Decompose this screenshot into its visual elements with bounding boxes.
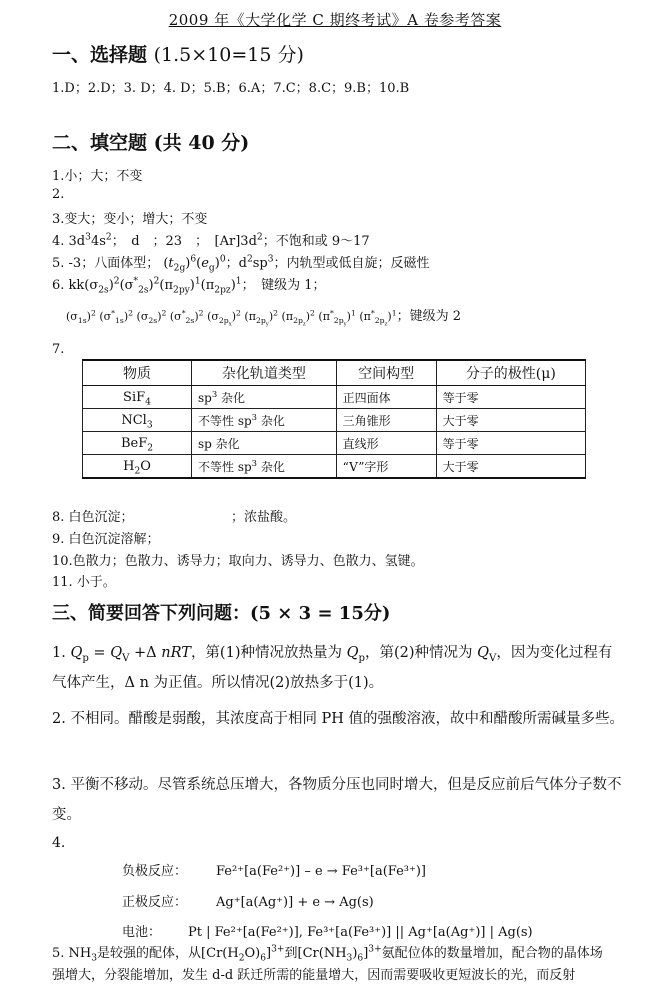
short-answer-2: 2. 不相同。醋酸是弱酸，其浓度高于相同 PH 值的强酸溶液，故中和醋酸所需碱量多些。 (52, 711, 625, 727)
line5-config: $(t_{2g})^6(e_g)^0$ (163, 254, 226, 274)
line5-part-d: ；内轨型或低自旋；反磁性 (273, 256, 430, 271)
hybrid-cell: sp 杂化 (192, 432, 337, 455)
header-polarity: 分子的极性(μ) (436, 360, 585, 386)
molecule-cell: NCl$_3$ (83, 409, 192, 432)
q1-part-c: ，因为变化过程有 (496, 645, 613, 661)
answer-line-2: 2. (52, 187, 65, 202)
polarity-cell: 等于零 (436, 386, 585, 409)
answer-line-10: 10.色散力；色散力、诱导力；取向力、诱导力、色散力、氢键。 (52, 554, 424, 569)
molecule-cell: SiF$_4$ (83, 386, 192, 409)
mo-config: $(\sigma_{1s})^2$ $(\sigma^*_{1s})^2$ $(\sigma_{2s})^2$ $(\sigma^*_{2s})^2$ $(\sigma_{2p_x})^2$ $(\pi_{2p_y})^2$ $(\pi_{2p_z})^2$ $(\pi^*_{2p_y})^1$ $(\pi^*_{2p_z})^1$ (66, 308, 397, 328)
hybrid-cell: 不等性 $sp^3$ 杂化 (192, 409, 337, 432)
geometry-cell: 直线形 (336, 432, 436, 455)
negative-label: 负极反应： (122, 864, 188, 879)
short-answer-5: 5. $NH_3$是较强的配体，从$[Cr(H_2O)_6]^{3+}$到$[Cr(NH_3)_6]^{3+}$氨配位体的数量增加，配合物的晶体场 (52, 944, 603, 964)
line4-part-d: ；不饱和或 9～17 (262, 234, 370, 249)
positive-electrode-reaction (122, 891, 374, 910)
cell-notation (122, 921, 533, 940)
section-1-title: 一、选择题 (52, 44, 148, 66)
hybridization-table (82, 359, 586, 479)
answer-line-11: 11. 小于。 (52, 575, 116, 590)
section-1-heading (52, 40, 304, 67)
answer-line-4: 4. $3d^34s^2$； d ；23 ； $[Ar]3d^2$；不饱和或 9～17 (52, 232, 370, 249)
answer-line-8: 8. 白色沉淀； ；浓盐酸。 (52, 510, 297, 525)
line5-part-a: 5. -3；八面体型； (52, 256, 160, 271)
hybrid-cell: 不等性 $sp^3$ 杂化 (192, 455, 337, 479)
molecule-cell: BeF$_2$ (83, 432, 192, 455)
answer-line-6b (66, 305, 461, 328)
header-hybrid-type: 杂化轨道类型 (192, 360, 337, 386)
geometry-cell: “V”字形 (336, 455, 436, 479)
answer-line-3: 3.变大；变小；增大；不变 (52, 212, 208, 227)
section-2-points: (共 40 分) (153, 132, 250, 154)
line6-part-b: ； 键级为 1； (241, 278, 326, 293)
q1-part-d: 气体产生，Δ n 为正值。所以情况(2)放热多于(1)。 (52, 675, 384, 691)
polarity-cell: 大于零 (436, 455, 585, 479)
positive-equation: Ag⁺[a(Ag⁺)] + e → Ag(s) (216, 895, 374, 910)
section-1-answers: 1.D；2.D；3. D；4. D；5.B；6.A；7.C；8.C；9.B；10.B (52, 81, 410, 96)
line4-part-b: 4s (90, 234, 106, 249)
q1-part-a: ，第(1)种情况放热量为 (190, 645, 347, 661)
geometry-cell: 三角锥形 (336, 409, 436, 432)
line6-part-a: 6. kk(σ (52, 278, 99, 293)
line5-part-c: sp (252, 256, 268, 271)
short-answer-4: 4. (52, 835, 66, 851)
short-answer-1: 1. $Q_p = Q_V +\Delta$ nRT，第(1)种情况放热量为 $Q_p$，第(2)种情况为 $Q_V$，因为变化过程有 气体产生，Δ n 为正值。所以情况(2)放热多于(1)。 (52, 645, 613, 691)
negative-equation: Fe²⁺[a(Fe²⁺)] – e → Fe³⁺[a(Fe³⁺)] (216, 864, 426, 879)
polarity-cell: 大于零 (436, 409, 585, 432)
answer-line-5: 5. -3；八面体型； $(t_{2g})^6(e_g)^0$；$d^2sp^3$；内轨型或低自旋；反磁性 (52, 254, 430, 274)
table-header-row (83, 360, 586, 386)
cell-label: 电池： (122, 925, 162, 940)
page-title: 2009 年《大学化学 C 期终考试》A 卷参考答案 (168, 11, 502, 29)
line5-part-b: ；d (225, 256, 247, 271)
header-geometry: 空间构型 (336, 360, 436, 386)
positive-label: 正极反应： (122, 895, 188, 910)
short-answer-3: 3. 平衡不移动。尽管系统总压增大，各物质分压也同时增大，但是反应前后气体分子数不变。 (52, 777, 622, 823)
table-row (83, 455, 586, 479)
table-row (83, 409, 586, 432)
table-row (83, 386, 586, 409)
answer-line-1: 1.小；大；不变 (52, 169, 143, 184)
section-1-points: (1.5×10=15 分) (153, 44, 304, 66)
molecule-cell: $H_2O$ (83, 455, 192, 479)
polarity-cell: 等于零 (436, 432, 585, 455)
section-2-heading (52, 128, 249, 155)
negative-electrode-reaction (122, 860, 426, 879)
answer-line-6: 6. $kk(\sigma_{2s})^2(\sigma^*_{2s})^2(\pi_{2py})^1(\pi_{2pz})^1$； 键级为 1； (52, 276, 326, 296)
section-3-heading: 三、简要回答下列问题：(5 × 3 = 15分) (52, 603, 391, 624)
hybrid-cell: $sp^3$ 杂化 (192, 386, 337, 409)
line6b-bond-order: ；键级为 2 (396, 309, 461, 324)
answer-line-7: 7. (52, 342, 65, 357)
short-answer-5-cont: 强增大，分裂能增加，发生 d-d 跃迁所需的能量增大，因而需要吸收更短波长的光，而反射 (52, 968, 576, 983)
q1-part-b: ，第(2)种情况为 (364, 645, 478, 661)
answer-line-9: 9. 白色沉淀溶解； (52, 532, 160, 547)
geometry-cell: 正四面体 (336, 386, 436, 409)
section-2-title: 二、填空题 (52, 132, 148, 154)
line4-part-a: 4. 3d (52, 234, 86, 249)
cell-equation: Pt | Fe²⁺[a(Fe²⁺)], Fe³⁺[a(Fe³⁺)] || Ag⁺[a(Ag⁺)] | Ag(s) (188, 925, 533, 940)
line4-part-c: ； d ；23 ； [Ar]3d (111, 234, 257, 249)
table-row (83, 432, 586, 455)
header-substance: 物质 (83, 360, 192, 386)
